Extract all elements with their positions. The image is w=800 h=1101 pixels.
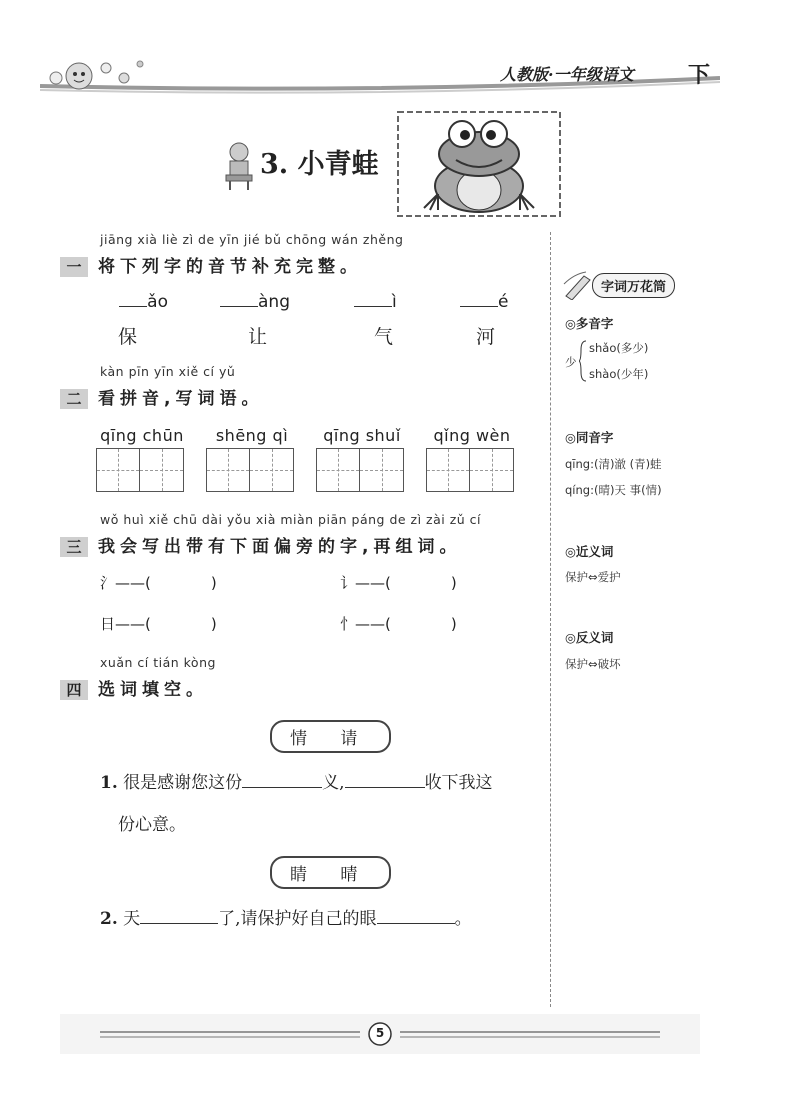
word-pinyin: qīng shuǐ xyxy=(323,426,401,445)
q1-heading xyxy=(60,252,362,277)
grid-cell[interactable] xyxy=(470,448,514,492)
q2-text: 看拼音,写词语。 xyxy=(98,389,264,409)
connector: ——( xyxy=(355,615,391,633)
q1-item xyxy=(354,292,414,312)
radical-row xyxy=(340,613,457,634)
q1-pinyin: jiāng xià liè zì de yīn jié bǔ chōng wán zhěng xyxy=(100,232,404,247)
q1-item xyxy=(220,292,300,312)
sentence-part: 义, xyxy=(322,773,345,793)
page-number: 5 xyxy=(375,1026,385,1040)
syllable-final: é xyxy=(498,292,509,312)
word-options: 睛 晴 xyxy=(270,856,391,889)
q2-word xyxy=(426,426,518,492)
grid-cell[interactable] xyxy=(96,448,140,492)
close-paren: ) xyxy=(450,615,457,633)
q1-char: 河 xyxy=(476,326,496,348)
syllable-final: ì xyxy=(392,292,397,312)
q2-word xyxy=(96,426,188,492)
q2-word xyxy=(206,426,298,492)
polyphonic-char: 少 xyxy=(565,355,577,369)
q2-pinyin: kàn pīn yīn xiě cí yǔ xyxy=(100,364,236,379)
item-number: 2. xyxy=(100,909,118,929)
sentence-part: 了,请保护好自己的眼 xyxy=(218,909,377,929)
q2-heading xyxy=(60,384,263,409)
column-divider xyxy=(550,232,551,1007)
volume-label: 下 xyxy=(688,63,711,88)
fill-sentence xyxy=(100,904,472,929)
word-options: 情 请 xyxy=(270,720,391,753)
polyphonic-reading: shǎo(多少) xyxy=(589,341,649,355)
grid-cell[interactable] xyxy=(250,448,294,492)
syllable-final: àng xyxy=(258,292,290,312)
word-pinyin: qǐng wèn xyxy=(433,426,511,445)
grid-cell[interactable] xyxy=(316,448,360,492)
answer-blank[interactable] xyxy=(140,923,218,924)
grid-cell[interactable] xyxy=(360,448,404,492)
lesson-title: 3. 小青蛙 xyxy=(260,149,379,180)
synonym-text: 保护⇔爱护 xyxy=(565,570,621,584)
syllable-final: ǎo xyxy=(147,292,168,312)
item-number: 1. xyxy=(100,773,118,793)
radical: 讠 xyxy=(340,574,356,592)
close-paren: ) xyxy=(210,574,217,592)
q4-pinyin: xuǎn cí tián kòng xyxy=(100,655,216,670)
sentence-part: 很是感谢您这份 xyxy=(123,773,243,793)
fill-sentence xyxy=(100,768,493,793)
q1-item xyxy=(98,292,168,312)
homophone-line: qíng:(晴)天 事(情) xyxy=(565,483,662,497)
badge-label: 字词万花筒 xyxy=(592,273,675,298)
syllable-blank[interactable] xyxy=(354,306,392,307)
word-pinyin: shēng qì xyxy=(215,426,289,445)
q2-word xyxy=(316,426,408,492)
header-bar xyxy=(40,52,720,94)
pen-icon xyxy=(562,270,596,300)
q4-heading xyxy=(60,675,208,700)
sentence-part: 。 xyxy=(454,909,472,929)
q4-number: 四 xyxy=(60,680,88,700)
answer-blank[interactable] xyxy=(242,787,322,788)
footer xyxy=(60,1014,700,1054)
q2-number: 二 xyxy=(60,389,88,409)
edition-label: 人教版·一年级语文 xyxy=(500,65,634,84)
word-options-cloud xyxy=(270,856,391,889)
answer-blank[interactable] xyxy=(345,787,425,788)
radical-row xyxy=(340,572,457,593)
q1-item xyxy=(460,292,520,312)
answer-blank[interactable] xyxy=(377,923,455,924)
q3-text: 我会写出带有下面偏旁的字,再组词。 xyxy=(98,537,462,557)
q1-char: 保 xyxy=(118,326,138,348)
homophone-line: qīng:(清)澈 (青)蛙 xyxy=(565,457,662,471)
q3-pinyin: wǒ huì xiě chū dài yǒu xià miàn piān páng de zì zài zǔ cí xyxy=(100,512,482,527)
cartoon-logo-icon xyxy=(44,54,144,92)
connector: ——( xyxy=(355,574,391,592)
grid-cell[interactable] xyxy=(426,448,470,492)
radical-row xyxy=(100,613,217,634)
connector: ——( xyxy=(115,574,151,592)
polyphonic-reading: shào(少年) xyxy=(589,367,649,381)
polyphonic-title: ◎多音字 xyxy=(565,316,614,331)
grid-cell[interactable] xyxy=(140,448,184,492)
radical: 日 xyxy=(100,615,116,633)
synonym-title: ◎近义词 xyxy=(565,544,614,559)
close-paren: ) xyxy=(210,615,217,633)
sentence-part: 天 xyxy=(123,909,141,929)
antonym-title: ◎反义词 xyxy=(565,630,614,645)
radical-row xyxy=(100,572,217,593)
word-pinyin: qīng chūn xyxy=(100,426,184,445)
q1-char: 气 xyxy=(374,326,394,348)
sentence-part: 收下我这 xyxy=(424,773,493,793)
grid-cell[interactable] xyxy=(206,448,250,492)
reading-girl-icon xyxy=(222,140,256,190)
syllable-blank[interactable] xyxy=(119,306,147,307)
radical: 氵 xyxy=(100,574,116,592)
syllable-blank[interactable] xyxy=(460,306,498,307)
q1-char: 让 xyxy=(248,326,268,348)
brace-icon xyxy=(579,340,587,382)
radical: 忄 xyxy=(340,615,356,633)
frog-illustration xyxy=(394,108,564,220)
q1-number: 一 xyxy=(60,257,88,277)
q3-number: 三 xyxy=(60,537,88,557)
q3-heading xyxy=(60,532,461,557)
connector: ——( xyxy=(115,615,151,633)
homophone-title: ◎同音字 xyxy=(565,430,614,445)
antonym-text: 保护⇔破坏 xyxy=(565,657,621,671)
syllable-blank[interactable] xyxy=(220,306,258,307)
q4-text: 选词填空。 xyxy=(98,680,208,700)
fill-sentence-continued: 份心意。 xyxy=(118,815,186,835)
word-options-cloud xyxy=(270,720,391,753)
q1-text: 将下列字的音节补充完整。 xyxy=(98,257,362,277)
close-paren: ) xyxy=(450,574,457,592)
